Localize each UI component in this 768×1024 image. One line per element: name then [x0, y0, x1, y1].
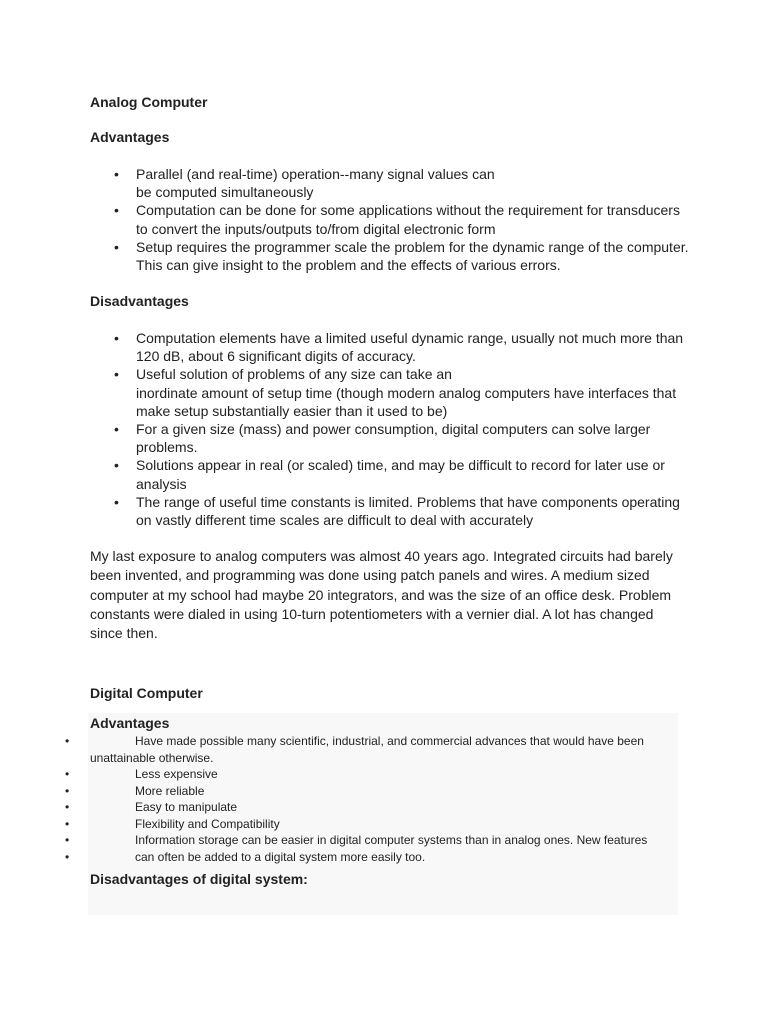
list-item: • Setup requires the programmer scale the problem for the dynamic range of the computer. This can give insight to the problem and the effects of various errors. [90, 238, 690, 274]
list-item: • The range of useful time constants is limited. Problems that have components operating on vastly different time scales are difficult to deal with accurately [90, 493, 690, 529]
analog-computer-heading: Analog Computer [90, 94, 208, 110]
list-item: • can often be added to a digital system more easily too. [90, 849, 668, 866]
digital-computer-heading: Digital Computer [90, 685, 203, 701]
list-item: • Useful solution of problems of any size can take an inordinate amount of setup time (though modern analog computers have interfaces that make setup substantially easier than it used to be) [90, 365, 690, 420]
digital-advantages-heading: Advantages [90, 715, 170, 731]
list-item: • More reliable [90, 783, 668, 800]
list-item: • Information storage can be easier in digital computer systems than in analog ones. New features [90, 832, 668, 849]
analog-advantages-list [90, 165, 690, 274]
list-item: • Flexibility and Compatibility [90, 816, 668, 833]
list-item: • Less expensive [90, 766, 668, 783]
analog-disadvantages-list [90, 329, 690, 529]
list-item: • Computation can be done for some applications without the requirement for transducers to convert the inputs/outputs to/from digital electronic form [90, 201, 690, 237]
list-item: • Computation elements have a limited useful dynamic range, usually not much more than 120 dB, about 6 significant digits of accuracy. [90, 329, 690, 365]
list-item: • Easy to manipulate [90, 799, 668, 816]
list-item: • Solutions appear in real (or scaled) time, and may be difficult to record for later use or analysis [90, 456, 690, 492]
list-item: • Parallel (and real-time) operation--many signal values can be computed simultaneously [90, 165, 690, 201]
digital-disadvantages-heading: Disadvantages of digital system: [90, 871, 308, 887]
analog-disadvantages-heading: Disadvantages [90, 293, 189, 309]
analog-advantages-heading: Advantages [90, 129, 170, 145]
digital-advantages-list [90, 733, 668, 865]
list-item: • Have made possible many scientific, industrial, and commercial advances that would have been unattainable otherwise. [90, 733, 668, 766]
list-item: • For a given size (mass) and power consumption, digital computers can solve larger problems. [90, 420, 690, 456]
analog-experience-paragraph: My last exposure to analog computers was almost 40 years ago. Integrated circuits had barely been invented, and programming was done using patch panels and wires. A medium sized computer at my school had maybe 20 integrators, and was the size of an office desk. Problem constants were dialed in using 10-turn potentiometers with a vernier dial. A lot has changed since then. [90, 548, 673, 642]
